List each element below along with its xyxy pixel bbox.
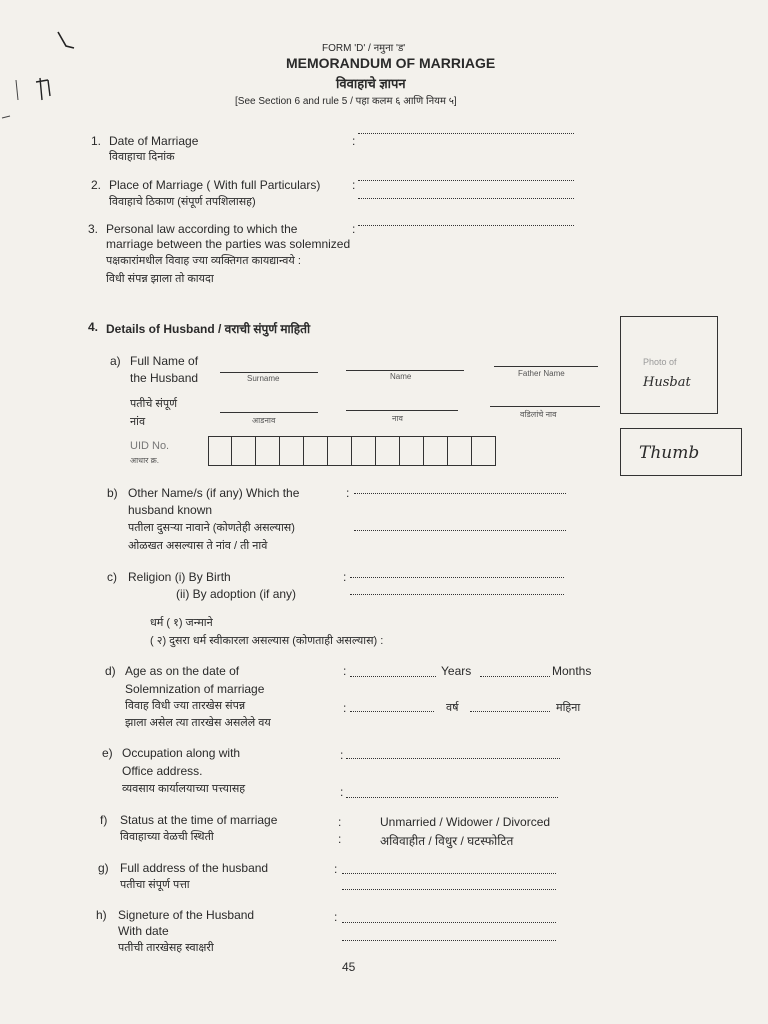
colon: : <box>352 134 356 148</box>
colon: : <box>343 701 347 715</box>
item-number: 4. <box>88 320 99 334</box>
thumb-label: Thumb <box>639 443 700 463</box>
item-letter: e) <box>102 746 113 760</box>
date-of-marriage-label-mr: विवाहाचा दिनांक <box>109 151 175 163</box>
item-letter: d) <box>105 664 116 678</box>
father-name-field[interactable] <box>494 366 598 367</box>
surname-mr-caption: आडनाव <box>252 416 276 425</box>
status-options[interactable]: Unmarried / Widower / Divorced <box>380 815 551 829</box>
signature-label-mr: पतीची तारखेसह स्वाक्षरी <box>118 942 214 954</box>
age-label-2: Solemnization of marriage <box>125 682 265 696</box>
thumb-box[interactable] <box>620 428 742 476</box>
surname-caption: Surname <box>247 374 280 383</box>
other-names-mr-field[interactable] <box>354 530 566 531</box>
page-title-marathi: विवाहाचे ज्ञापन <box>336 76 406 91</box>
occupation-label: Occupation along with <box>122 746 241 760</box>
years-label: Years <box>441 664 472 678</box>
other-names-label-2: husband known <box>128 503 213 517</box>
months-label: Months <box>552 664 592 678</box>
date-of-marriage-label: Date of Marriage <box>109 134 199 148</box>
colon: : <box>346 486 350 500</box>
name-field[interactable] <box>346 370 464 371</box>
signature-label-2: With date <box>118 924 169 938</box>
item-letter: b) <box>107 486 118 500</box>
age-label-mr: विवाह विधी ज्या तारखेस संपन्न <box>125 700 246 712</box>
photo-box[interactable] <box>620 316 718 414</box>
uid-label-mr: आधार क्र. <box>130 456 160 465</box>
personal-law-label: Personal law according to which the <box>106 222 298 236</box>
other-names-label-mr-2: ओळखत असल्यास ते नांव / ती नावे <box>128 540 268 552</box>
date-of-marriage-field[interactable] <box>358 133 574 134</box>
age-months-field[interactable] <box>480 676 550 677</box>
page-title: MEMORANDUM OF MARRIAGE <box>286 55 496 71</box>
colon: : <box>338 832 342 846</box>
place-of-marriage-field-2[interactable] <box>358 198 574 199</box>
full-name-label: Full Name of <box>130 354 199 368</box>
item-number: 3. <box>88 222 99 236</box>
signature-label: Signeture of the Husband <box>118 908 255 922</box>
personal-law-label-mr: पक्षकारांमधील विवाह ज्या व्यक्तिगत कायद्यान्वये : <box>106 255 301 267</box>
photo-handwritten: Husbat <box>643 375 691 390</box>
colon: : <box>338 815 342 829</box>
personal-law-label-2: marriage between the parties was solemnized <box>106 237 351 251</box>
item-letter: h) <box>96 908 107 922</box>
photo-label: Photo of <box>643 357 677 367</box>
full-name-label-mr-2: नांव <box>130 416 146 428</box>
colon: : <box>352 222 356 236</box>
margin-scribble <box>0 0 110 130</box>
surname-field[interactable] <box>220 372 318 373</box>
status-label-mr: विवाहाच्या वेळची स्थिती <box>120 831 214 843</box>
personal-law-field[interactable] <box>358 225 574 226</box>
name-mr-field[interactable] <box>346 410 458 411</box>
place-of-marriage-label-mr: विवाहाचे ठिकाण (संपूर्ण तपशिलासह) <box>109 196 256 208</box>
full-address-field-2[interactable] <box>342 889 556 890</box>
surname-mr-field[interactable] <box>220 412 318 413</box>
occupation-mr-field[interactable] <box>346 797 558 798</box>
other-names-label: Other Name/s (if any) Which the <box>128 486 300 500</box>
uid-number-boxes[interactable] <box>208 436 496 466</box>
item-number: 2. <box>91 178 102 192</box>
religion-birth-label-mr: धर्म ( १) जन्माने <box>150 617 213 629</box>
item-letter: f) <box>100 813 108 827</box>
full-name-label-2: the Husband <box>130 371 199 385</box>
age-months-mr-field[interactable] <box>470 711 550 712</box>
item-letter: g) <box>98 861 109 875</box>
full-address-field[interactable] <box>342 873 556 874</box>
age-years-field[interactable] <box>350 676 436 677</box>
name-caption: Name <box>390 372 412 381</box>
status-options-mr[interactable]: अविवाहीत / विधुर / घटस्फोटित <box>380 834 514 848</box>
husband-details-heading: Details of Husband / वराची संपुर्ण माहिती <box>106 322 311 336</box>
father-name-caption: Father Name <box>518 369 565 378</box>
father-name-mr-caption: वडिलांचे नाव <box>520 410 557 419</box>
other-names-field[interactable] <box>354 493 566 494</box>
father-name-mr-field[interactable] <box>490 406 600 407</box>
item-number: 1. <box>91 134 102 148</box>
page-subtitle: [See Section 6 and rule 5 / पहा कलम ६ आणि नियम ५] <box>235 96 457 107</box>
months-label-mr: महिना <box>556 702 581 714</box>
occupation-label-2: Office address. <box>122 764 203 778</box>
uid-label: UID No. <box>130 440 170 452</box>
occupation-label-mr: व्यवसाय कार्यालयाच्या पत्त्यासह <box>122 783 246 795</box>
other-names-label-mr: पतीला दुसऱ्या नावाने (कोणतेही असल्यास) <box>128 522 295 534</box>
years-label-mr: वर्ष <box>446 702 459 714</box>
colon: : <box>352 178 356 192</box>
name-mr-caption: नाव <box>392 414 403 423</box>
colon: : <box>340 785 344 799</box>
religion-adoption-field[interactable] <box>350 594 564 595</box>
colon: : <box>343 664 347 678</box>
age-label: Age as on the date of <box>125 664 240 678</box>
page-number: 45 <box>342 960 356 974</box>
item-letter: a) <box>110 354 121 368</box>
colon: : <box>340 748 344 762</box>
full-name-label-mr: पतीचे संपूर्ण <box>130 398 178 410</box>
status-label: Status at the time of marriage <box>120 813 278 827</box>
religion-birth-label: Religion (i) By Birth <box>128 570 231 584</box>
item-letter: c) <box>107 570 117 584</box>
religion-birth-field[interactable] <box>350 577 564 578</box>
place-of-marriage-field[interactable] <box>358 180 574 181</box>
full-address-label: Full address of the husband <box>120 861 269 875</box>
colon: : <box>343 570 347 584</box>
form-label: FORM 'D' / नमुना 'ड' <box>322 43 406 54</box>
age-label-mr-2: झाला असेल त्या तारखेस असलेले वय <box>125 717 271 729</box>
place-of-marriage-label: Place of Marriage ( With full Particulars) <box>109 178 321 192</box>
full-address-label-mr: पतीचा संपूर्ण पत्ता <box>120 879 190 891</box>
age-years-mr-field[interactable] <box>350 711 434 712</box>
religion-adoption-label: (ii) By adoption (if any) <box>176 587 297 601</box>
signature-field[interactable] <box>342 922 556 923</box>
signature-field-2[interactable] <box>342 940 556 941</box>
colon: : <box>334 910 338 924</box>
colon: : <box>334 862 338 876</box>
occupation-field[interactable] <box>346 758 560 759</box>
personal-law-label-mr-2: विधी संपन्न झाला तो कायदा <box>106 273 214 285</box>
religion-adoption-label-mr: ( २) दुसरा धर्म स्वीकारला असल्यास (कोणताही असल्यास) : <box>150 635 384 647</box>
